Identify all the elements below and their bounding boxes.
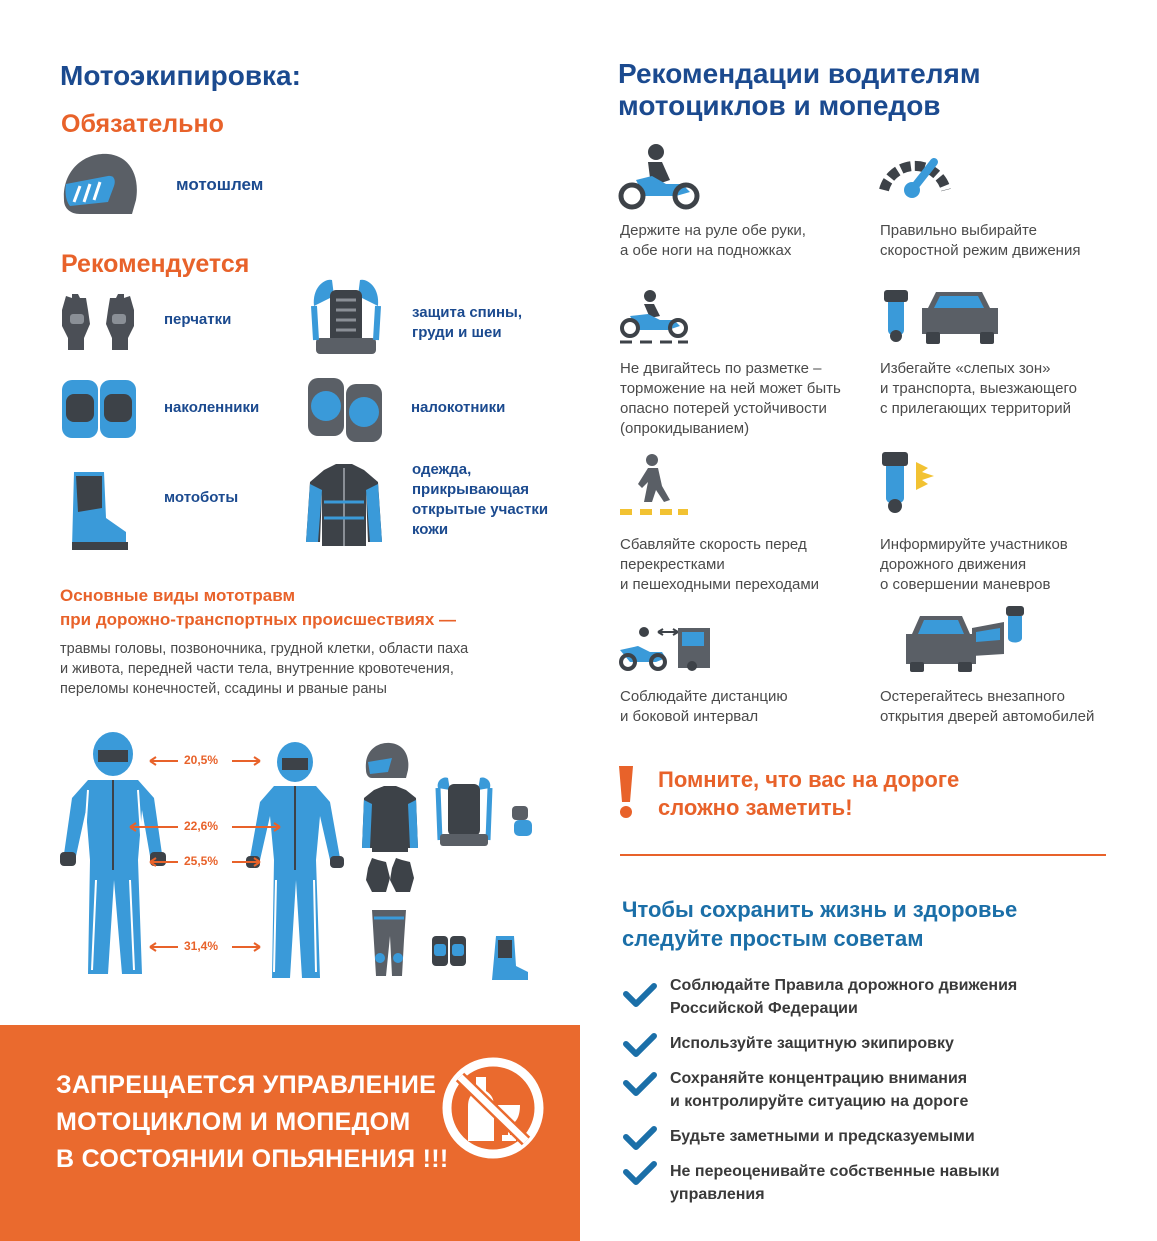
tip-5-line1: Сбавляйте скорость перед [620, 536, 807, 553]
tip-1-line1: Держите на руле обе руки, [620, 222, 806, 239]
road-marking-icon [618, 288, 690, 344]
gear-set-illustration [360, 740, 560, 986]
jacket-text: одежда, прикрывающая открытые участки кожи [412, 461, 549, 538]
tip-text-5 [620, 535, 819, 595]
checkmark-icon [622, 982, 658, 1008]
tip-4-line2: и транспорта, выезжающего [880, 380, 1078, 397]
advice-3-line1: Сохраняйте концентрацию внимания [670, 1070, 968, 1087]
advice-title [622, 895, 1017, 953]
injuries-text-line2: и живота, передней части тела, внутренние кровотечения, [60, 661, 454, 677]
car-door-icon [904, 604, 1030, 674]
tip-6-line2: дорожного движения [880, 556, 1027, 573]
advice-1-line1: Соблюдайте Правила дорожного движения [670, 977, 1018, 994]
recommended-label: Рекомендуется [61, 250, 250, 278]
speedometer-icon [876, 140, 954, 204]
injuries-title-line2: при дорожно-транспортных происшествиях — [60, 610, 457, 629]
ban-text [56, 1067, 449, 1178]
pct-head [148, 752, 262, 770]
pct-abdomen [148, 853, 262, 871]
motorcyclist-icon [618, 140, 700, 212]
ban-line3: В СОСТОЯНИИ ОПЬЯНЕНИЯ !!! [56, 1145, 449, 1173]
tip-6-line3: о совершении маневров [880, 576, 1051, 593]
tip-text-7 [620, 687, 788, 727]
tip-2-line1: Правильно выбирайте [880, 222, 1038, 239]
no-alcohol-icon [440, 1055, 546, 1161]
remember-line1: Помните, что вас на дороге [658, 767, 960, 792]
advice-list [620, 974, 1120, 1214]
tip-text-1 [620, 221, 806, 261]
advice-3-line2: и контролируйте ситуацию на дороге [670, 1093, 969, 1110]
advice-2-line1: Используйте защитную экипировку [670, 1035, 954, 1052]
tip-text-6 [880, 535, 1068, 595]
gloves-icon [58, 290, 138, 352]
tip-3-line3: опасно потерей устойчивости [620, 400, 827, 417]
tip-8-line2: открытия дверей автомобилей [880, 708, 1095, 725]
ban-banner [0, 1025, 580, 1241]
injuries-title-line1: Основные виды мототравм [60, 586, 296, 605]
divider [620, 854, 1106, 856]
injuries-title [60, 584, 456, 632]
mandatory-label: Обязательно [61, 110, 224, 138]
item-label-gloves: перчатки [164, 311, 232, 328]
item-label-back-protector [412, 303, 552, 343]
injuries-text-line3: переломы конечностей, ссадины и рваные раны [60, 681, 387, 697]
elbow-pads-icon [306, 374, 384, 444]
advice-5-line1: Не переоценивайте собственные навыки [670, 1163, 1000, 1180]
pedestrian-crossing-icon [618, 452, 690, 516]
helmet-label: мотошлем [176, 175, 264, 194]
tip-3-line2: торможение на ней может быть [620, 380, 841, 397]
knee-pads-icon [60, 374, 138, 444]
tip-6-line1: Информируйте участников [880, 536, 1068, 553]
recommendations-title-line1: Рекомендации водителям [618, 58, 981, 89]
tip-text-4 [880, 359, 1077, 419]
checkmark-icon [622, 1071, 658, 1097]
exclamation-icon [616, 764, 636, 820]
remember-line2: сложно заметить! [658, 795, 853, 820]
tip-1-line2: а обе ноги на подножках [620, 242, 792, 259]
tip-2-line2: скоростной режим движения [880, 242, 1081, 259]
item-label-jacket [412, 460, 562, 540]
back-protector-text: защита спины, груди и шеи [412, 304, 522, 341]
tip-7-line2: и боковой интервал [620, 708, 759, 725]
injuries-text [60, 639, 468, 699]
recommendations-title [618, 58, 981, 122]
tip-5-line2: перекрестками [620, 556, 725, 573]
pct-legs [148, 938, 262, 956]
pct-legs-value: 31,4% [184, 939, 219, 953]
pct-head-value: 20,5% [184, 753, 219, 767]
tip-text-2 [880, 221, 1080, 261]
tip-5-line3: и пешеходными переходами [620, 576, 820, 593]
moto-jacket-icon [304, 462, 384, 548]
checkmark-icon [622, 1160, 658, 1186]
item-label-boots: мотоботы [164, 489, 239, 506]
checkmark-icon [622, 1125, 658, 1151]
remember-text [658, 766, 959, 822]
tip-4-line1: Избегайте «слепых зон» [880, 360, 1051, 377]
advice-title-line2: следуйте простым советам [622, 926, 924, 951]
item-label-knee-pads: наколенники [164, 399, 260, 416]
injuries-text-line1: травмы головы, позвоночника, грудной клетки, области паха [60, 641, 469, 657]
blind-spot-icon [878, 286, 1002, 346]
ban-line2: МОТОЦИКЛОМ И МОПЕДОМ [56, 1108, 411, 1136]
ban-line1: ЗАПРЕЩАЕТСЯ УПРАВЛЕНИЕ [56, 1071, 437, 1099]
tip-3-line1: Не двигайтесь по разметке – [620, 360, 822, 377]
tip-3-line4: (опрокидыванием) [620, 420, 750, 437]
tip-7-line1: Соблюдайте дистанцию [620, 688, 788, 705]
checkmark-icon [622, 1032, 658, 1058]
helmet-icon [60, 150, 140, 220]
tip-text-8 [880, 687, 1094, 727]
pct-chest-value: 22,6% [184, 819, 219, 833]
pct-chest [128, 818, 282, 836]
recommendations-title-line2: мотоциклов и мопедов [618, 90, 941, 121]
tip-4-line3: с прилегающих территорий [880, 400, 1071, 417]
distance-icon [618, 620, 714, 672]
advice-1-line2: Российской Федерации [670, 1000, 858, 1017]
equipment-title: Мотоэкипировка: [60, 60, 301, 91]
tip-8-line1: Остерегайтесь внезапного [880, 688, 1066, 705]
moto-boots-icon [64, 468, 130, 552]
advice-5-line2: управления [670, 1186, 765, 1203]
turn-signal-icon [878, 448, 948, 518]
tip-text-3 [620, 359, 841, 439]
advice-title-line1: Чтобы сохранить жизнь и здоровье [622, 897, 1018, 922]
back-protector-icon [306, 276, 386, 358]
item-label-elbow-pads: налокотники [411, 399, 506, 416]
pct-abdomen-value: 25,5% [184, 854, 219, 868]
advice-4-line1: Будьте заметными и предсказуемыми [670, 1128, 975, 1145]
